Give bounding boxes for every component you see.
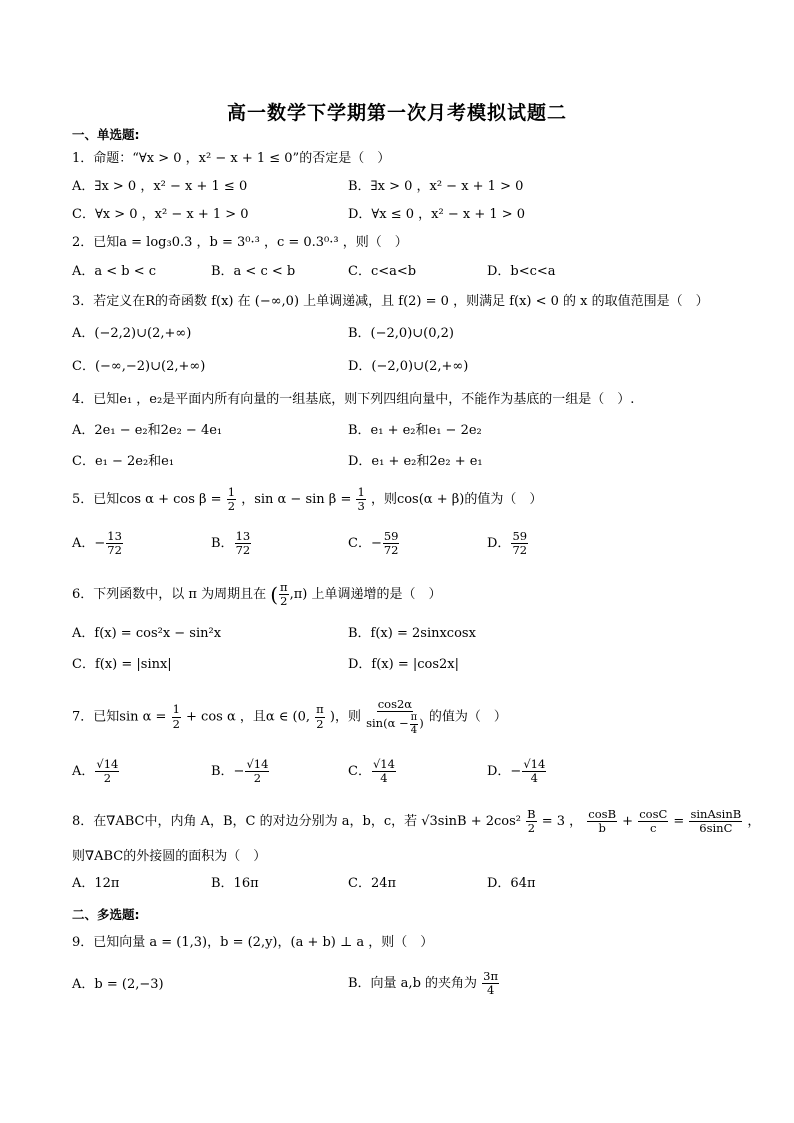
denominator: 2 — [253, 771, 262, 786]
q7-fraction-2 — [315, 703, 325, 730]
q6-option-d: D．f(x) = |cos2x| — [348, 657, 460, 672]
q2-option-a: A．a < b < c — [72, 264, 157, 279]
q2-stem: 2．已知a = log₃0.3 ，b = 3⁰·³ ，c = 0.3⁰·³ ，则（ ） — [72, 235, 408, 250]
numerator: π — [316, 702, 324, 717]
q4-option-b: B．e₁ + e₂和e₁ − 2e₂ — [348, 423, 482, 438]
q6-stem-part-a: 6．下列函数中，以 π 为周期且在 — [72, 587, 267, 603]
option-fraction — [372, 758, 396, 785]
q5-fraction-1 — [227, 486, 236, 513]
q8-fraction-3 — [638, 808, 668, 835]
option-fraction — [482, 970, 499, 997]
q9-option-b — [348, 970, 500, 997]
numerator: √14 — [372, 757, 395, 771]
denominator: 72 — [235, 543, 251, 558]
denominator: 72 — [383, 543, 399, 558]
q8-equals: = — [673, 814, 685, 830]
q8-option-a: A．12π — [72, 876, 120, 891]
numerator: 3π — [483, 969, 499, 983]
numerator: 1 — [357, 485, 365, 499]
q4-option-c: C．e₁ − 2e₂和e₁ — [72, 454, 175, 469]
numerator: B — [527, 807, 536, 821]
denominator: 2 — [280, 594, 288, 609]
option-label: D． — [487, 536, 511, 552]
section-multi-choice: 二、多选题: — [72, 907, 140, 922]
numerator: √14 — [523, 757, 546, 771]
denominator-part: ) — [419, 716, 424, 731]
denominator — [366, 712, 424, 736]
q7-stem — [72, 698, 507, 736]
q2-option-d: D．b<c<a — [487, 264, 556, 279]
q5-option-d — [487, 530, 529, 557]
q5-option-a — [72, 530, 124, 557]
q7-option-c — [348, 758, 397, 785]
q2-option-c: C．c<a<b — [348, 264, 417, 279]
q1-option-d: D．∀x ≤ 0 ，x² − x + 1 > 0 — [348, 207, 526, 222]
q7-stem-part-b: + cos α ，且α ∈ (0, — [186, 709, 311, 725]
option-fraction — [522, 758, 546, 785]
q6-option-b: B．f(x) = 2sinxcosx — [348, 626, 476, 641]
q6-fraction — [279, 581, 289, 608]
q2-option-b: B．a < c < b — [211, 264, 296, 279]
denominator: 72 — [107, 543, 122, 558]
option-fraction — [511, 530, 528, 557]
numerator: cosB — [588, 807, 617, 821]
numerator: cos2α — [377, 697, 413, 711]
q7-option-a — [72, 758, 120, 785]
q3-option-b: B．(−2,0)∪(0,2) — [348, 326, 454, 341]
numerator: 1 — [227, 485, 236, 499]
numerator: π — [410, 712, 418, 724]
q5-stem-part-b: ，sin α − sin β = — [241, 492, 352, 508]
q1-option-a: A．∃x > 0 ，x² − x + 1 ≤ 0 — [72, 179, 248, 194]
numerator: √14 — [246, 757, 269, 771]
q8-stem-part-a: 8．在∇ABC中，内角 A，B，C 的对边分别为 a，b，c，若 √3sinB + 2cos² — [72, 814, 521, 830]
q5-stem-part-a: 5．已知cos α + cos β = — [72, 492, 222, 508]
q5-fraction-2 — [356, 486, 365, 513]
option-label: A．− — [72, 536, 106, 552]
q8-option-d: D．64π — [487, 876, 536, 891]
q8-stem-part-c: ， — [747, 814, 761, 830]
option-label: C． — [348, 764, 371, 780]
q9-option-a: A．b = (2,−3) — [72, 977, 164, 992]
option-label: B． — [211, 536, 234, 552]
inner-fraction — [410, 712, 419, 736]
numerator: 1 — [172, 702, 180, 717]
numerator: π — [280, 580, 288, 594]
q6-interval-right: ,π) — [289, 587, 308, 603]
q6-stem — [72, 581, 442, 608]
q3-option-d: D．(−2,0)∪(2,+∞) — [348, 359, 469, 374]
denominator: c — [650, 821, 657, 836]
denominator: 2 — [227, 499, 236, 514]
denominator: 4 — [486, 983, 495, 998]
q8-fraction-4 — [689, 808, 742, 835]
q7-fraction-1 — [172, 703, 181, 730]
q4-option-d: D．e₁ + e₂和2e₂ + e₁ — [348, 454, 483, 469]
option-fraction — [235, 530, 252, 557]
page-title: 高一数学下学期第一次月考模拟试题二 — [226, 102, 567, 124]
option-label: B．− — [211, 764, 245, 780]
q3-option-c: C．(−∞,−2)∪(2,+∞) — [72, 359, 206, 374]
q8-stem-line-2: 则∇ABC的外接圆的面积为（ ） — [72, 849, 267, 864]
option-fraction — [383, 530, 400, 557]
q1-option-c: C．∀x > 0 ，x² − x + 1 > 0 — [72, 207, 249, 222]
denominator: 4 — [410, 724, 418, 736]
q5-option-c — [348, 530, 400, 557]
denominator: 72 — [512, 543, 528, 558]
denominator: b — [598, 821, 606, 836]
q6-option-a: A．f(x) = cos²x − sin²x — [72, 626, 222, 641]
q7-stem-part-a: 7．已知sin α = — [72, 709, 167, 725]
q8-stem — [72, 808, 760, 835]
denominator: 4 — [530, 771, 538, 786]
numerator: 59 — [383, 529, 399, 543]
q7-stem-part-d: 的值为（ ） — [428, 709, 507, 725]
q7-big-fraction — [366, 698, 424, 736]
q5-stem-part-c: ，则cos(α + β)的值为（ ） — [370, 492, 543, 508]
q6-interval-left: ( — [270, 582, 279, 607]
q7-stem-part-c: )，则 — [329, 709, 361, 725]
q8-fraction-2 — [587, 808, 617, 835]
q8-fraction-1 — [526, 808, 536, 835]
q1-option-b: B．∃x > 0 ，x² − x + 1 > 0 — [348, 179, 524, 194]
q3-option-a: A．(−2,2)∪(2,+∞) — [72, 326, 192, 341]
denominator: 2 — [527, 821, 536, 836]
numerator: cosC — [639, 807, 668, 821]
q8-option-b: B．16π — [211, 876, 259, 891]
numerator: 13 — [107, 529, 122, 543]
q5-option-b — [211, 530, 252, 557]
q8-stem-part-b: = 3 ， — [541, 814, 583, 830]
denominator: 2 — [103, 771, 112, 786]
numerator: 13 — [235, 529, 251, 543]
q8-option-c: C．24π — [348, 876, 397, 891]
q7-option-d — [487, 758, 547, 785]
numerator: √14 — [96, 757, 119, 771]
numerator: 59 — [512, 529, 528, 543]
q6-stem-part-b: 上单调递增的是（ ） — [311, 587, 442, 603]
q5-stem — [72, 486, 542, 513]
q7-option-b — [211, 758, 270, 785]
numerator: sinAsinB — [690, 807, 742, 821]
option-label: C．− — [348, 536, 382, 552]
option-label: D．− — [487, 764, 522, 780]
denominator-part: sin(α − — [366, 716, 409, 731]
q4-option-a: A．2e₁ − e₂和2e₂ − 4e₁ — [72, 423, 223, 438]
q1-stem: 1．命题：“∀x > 0 ，x² − x + 1 ≤ 0”的否定是（ ） — [72, 151, 391, 166]
option-fraction — [95, 758, 119, 785]
option-fraction — [106, 530, 123, 557]
q8-plus: + — [622, 814, 634, 830]
q9-stem: 9．已知向量 a = (1,3)，b = (2,y)，(a + b) ⊥ a ，则（ ） — [72, 935, 434, 950]
denominator: 6sinC — [699, 821, 733, 836]
q4-stem: 4．已知e₁ ，e₂是平面内所有向量的一组基底，则下列四组向量中，不能作为基底的一组是（ ）. — [72, 392, 635, 407]
q6-option-c: C．f(x) = |sinx| — [72, 657, 172, 672]
option-fraction — [245, 758, 269, 785]
denominator: 4 — [380, 771, 388, 786]
option-label: B．向量 a,b 的夹角为 — [348, 976, 478, 992]
denominator: 3 — [357, 499, 365, 514]
option-label: A． — [72, 764, 95, 780]
denominator: 2 — [316, 716, 324, 731]
section-single-choice: 一、单选题: — [72, 127, 140, 142]
q3-stem: 3．若定义在R的奇函数 f(x) 在 (−∞,0) 上单调递减，且 f(2) = 0 ，则满足 f(x) < 0 的 x 的取值范围是（ ） — [72, 294, 709, 309]
denominator: 2 — [172, 716, 180, 731]
